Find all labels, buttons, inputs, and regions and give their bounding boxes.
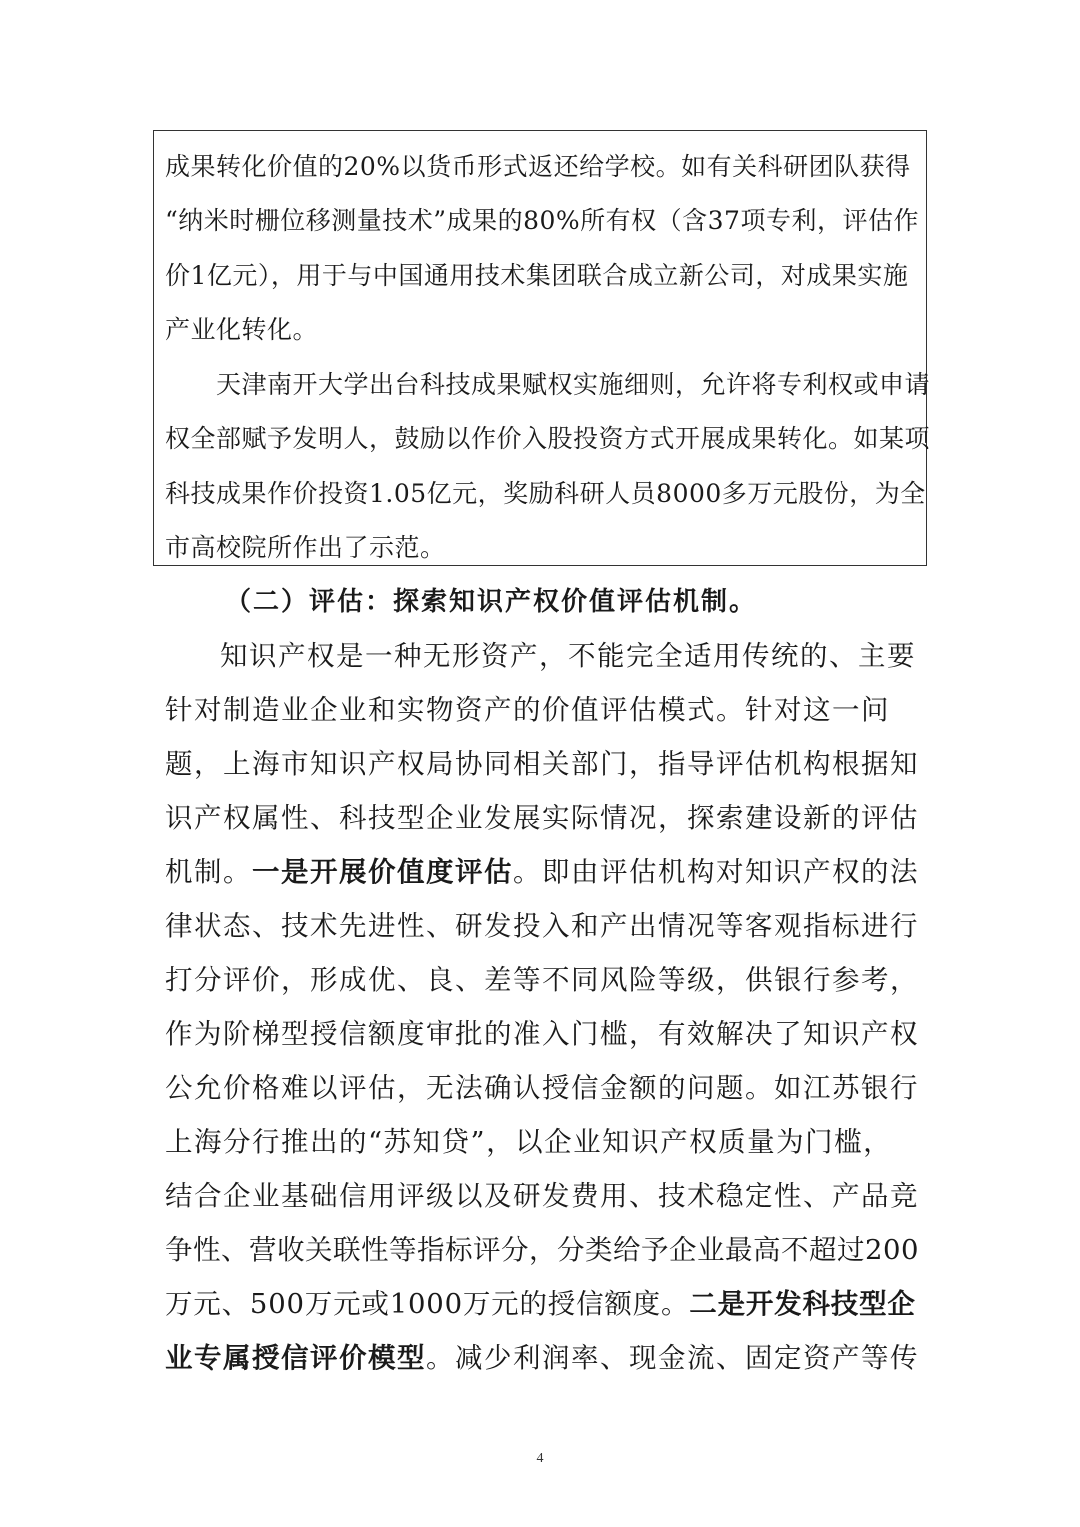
body-line-11: 结合企业基础信用评级以及研发费用、技术稳定性、产品竞 bbox=[165, 1180, 919, 1212]
body-line-6: 律状态、技术先进性、研发投入和产出情况等客观指标进行 bbox=[165, 910, 919, 942]
body-line-10: 上海分行推出的“苏知贷”，以企业知识产权质量为门槛， bbox=[165, 1126, 893, 1158]
box-line-5: 天津南开大学出台科技成果赋权实施细则，允许将专利权或申请 bbox=[216, 370, 931, 399]
box-line-2: “纳米时栅位移测量技术”成果的80%所有权（含37项专利，评估作 bbox=[165, 206, 919, 235]
body-line-5-lead: 机制。 bbox=[165, 856, 252, 888]
box-line-8: 市高校院所作出了示范。 bbox=[165, 533, 446, 562]
section-heading: （二）评估：探索知识产权价值评估机制。 bbox=[225, 587, 758, 617]
body-line-9: 公允价格难以评估，无法确认授信金额的问题。如江苏银行 bbox=[165, 1072, 919, 1104]
body-line-14-rest: 。减少利润率、现金流、固定资产等传 bbox=[426, 1342, 919, 1374]
body-line-4: 识产权属性、科技型企业发展实际情况，探索建设新的评估 bbox=[165, 802, 919, 834]
box-line-7: 科技成果作价投资1.05亿元，奖励科研人员8000多万元股份，为全 bbox=[165, 479, 926, 508]
body-line-1: 知识产权是一种无形资产，不能完全适用传统的、主要 bbox=[220, 640, 916, 672]
body-line-3: 题，上海市知识产权局协同相关部门，指导评估机构根据知 bbox=[165, 748, 919, 780]
body-line-2: 针对制造业企业和实物资产的价值评估模式。针对这一问 bbox=[165, 694, 890, 726]
body-line-14 bbox=[165, 1340, 917, 1376]
body-line-12: 争性、营收关联性等指标评分，分类给予企业最高不超过200 bbox=[165, 1234, 919, 1266]
emphasis-value-assessment: 一是开展价值度评估 bbox=[252, 856, 513, 888]
emphasis-credit-model-cont: 业专属授信评价模型 bbox=[165, 1342, 426, 1374]
body-line-13 bbox=[165, 1286, 917, 1322]
box-line-4: 产业化转化。 bbox=[165, 315, 319, 344]
box-line-3: 价1亿元），用于与中国通用技术集团联合成立新公司，对成果实施 bbox=[165, 261, 909, 290]
body-line-8: 作为阶梯型授信额度审批的准入门槛，有效解决了知识产权 bbox=[165, 1018, 919, 1050]
emphasis-credit-model: 二是开发科技型企 bbox=[689, 1288, 916, 1320]
box-line-1: 成果转化价值的20%以货币形式返还给学校。如有关科研团队获得 bbox=[165, 152, 911, 181]
page-number: 4 bbox=[536, 1451, 544, 1466]
body-line-5 bbox=[165, 854, 917, 890]
body-line-5-rest: 。即由评估机构对知识产权的法 bbox=[513, 856, 919, 888]
body-line-7: 打分评价，形成优、良、差等不同风险等级，供银行参考， bbox=[165, 964, 919, 996]
body-line-13-lead: 万元、500万元或1000万元的授信额度。 bbox=[165, 1288, 690, 1320]
box-line-6: 权全部赋予发明人，鼓励以作价入股投资方式开展成果转化。如某项 bbox=[165, 424, 931, 453]
